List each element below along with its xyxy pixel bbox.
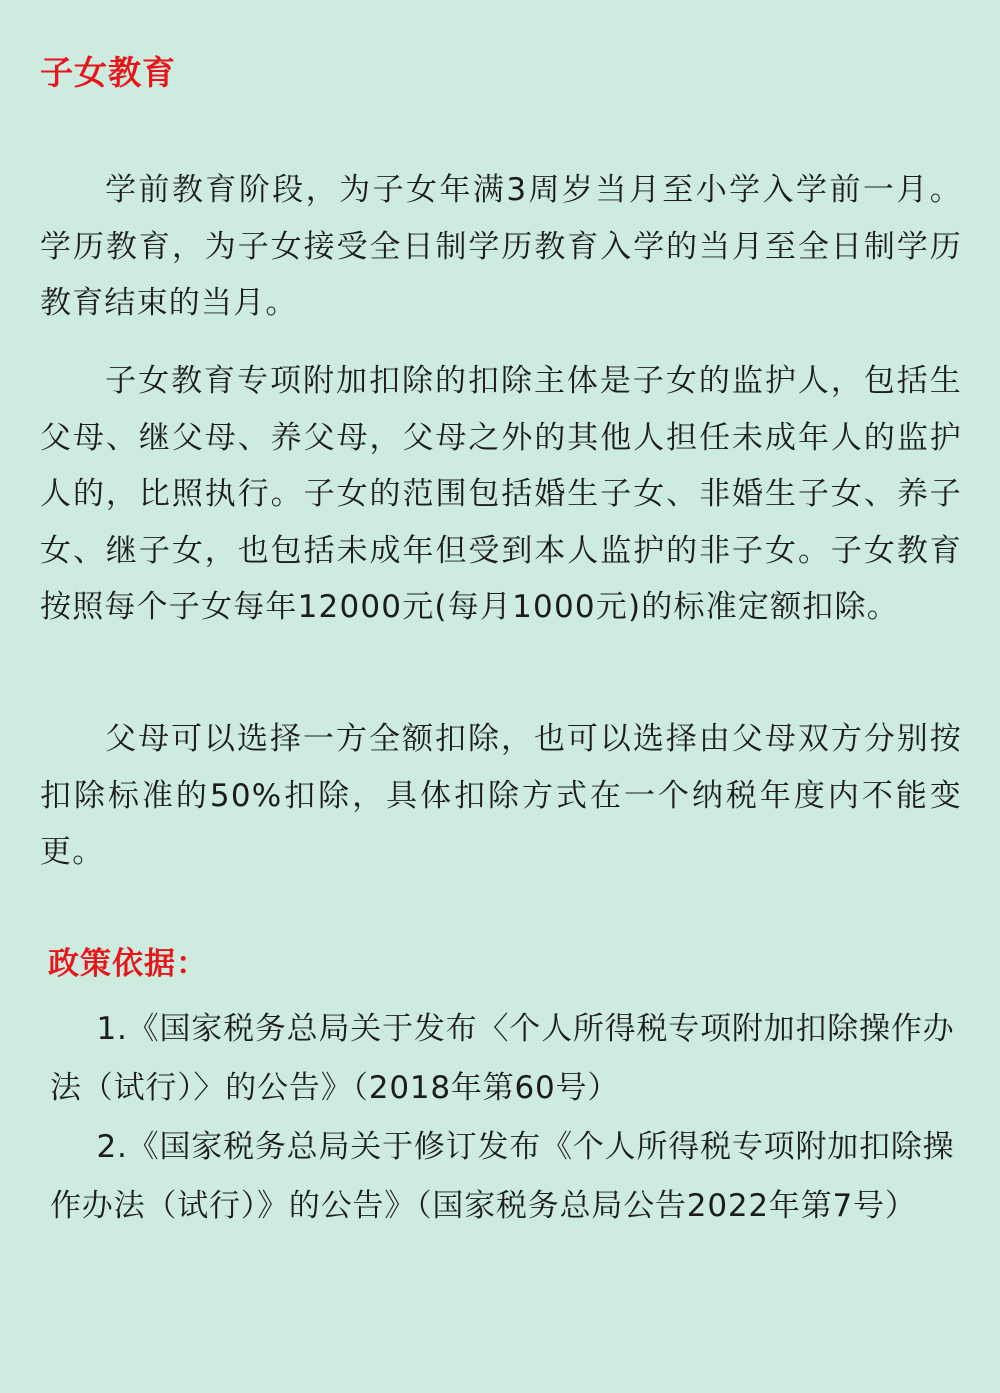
policy-basis-list <box>50 1000 972 1236</box>
policy-item-2: 2.《国家税务总局关于修订发布《个人所得税专项附加扣除操作办法（试行）》的公告》（国家税务总局公告2022年第7号） <box>50 1129 955 1224</box>
paragraph-stages: 学前教育阶段，为子女年满3周岁当月至小学入学前一月。学历教育，为子女接受全日制学历教育入学的当月至全日制学历教育结束的当月。 <box>40 172 962 321</box>
paragraph-deduction-subject: 子女教育专项附加扣除的扣除主体是子女的监护人，包括生父母、继父母、养父母，父母之外的其他人担任未成年人的监护人的，比照执行。子女的范围包括婚生子女、非婚生子女、养子女、继子女，也包括未成年但受到本人监护的非子女。子女教育按照每个子女每年12000元(每月1000元)的标准定额扣除。 <box>40 363 962 625</box>
policy-basis-heading: 政策依据： <box>48 946 208 982</box>
page-title: 子女教育 <box>40 53 176 92</box>
policy-item-1: 1.《国家税务总局关于发布〈个人所得税专项附加扣除操作办法（试行）〉的公告》（2018年第60号） <box>50 1011 955 1106</box>
paragraph-deduction-method: 父母可以选择一方全额扣除，也可以选择由父母双方分别按扣除标准的50%扣除，具体扣除方式在一个纳税年度内不能变更。 <box>40 721 962 870</box>
